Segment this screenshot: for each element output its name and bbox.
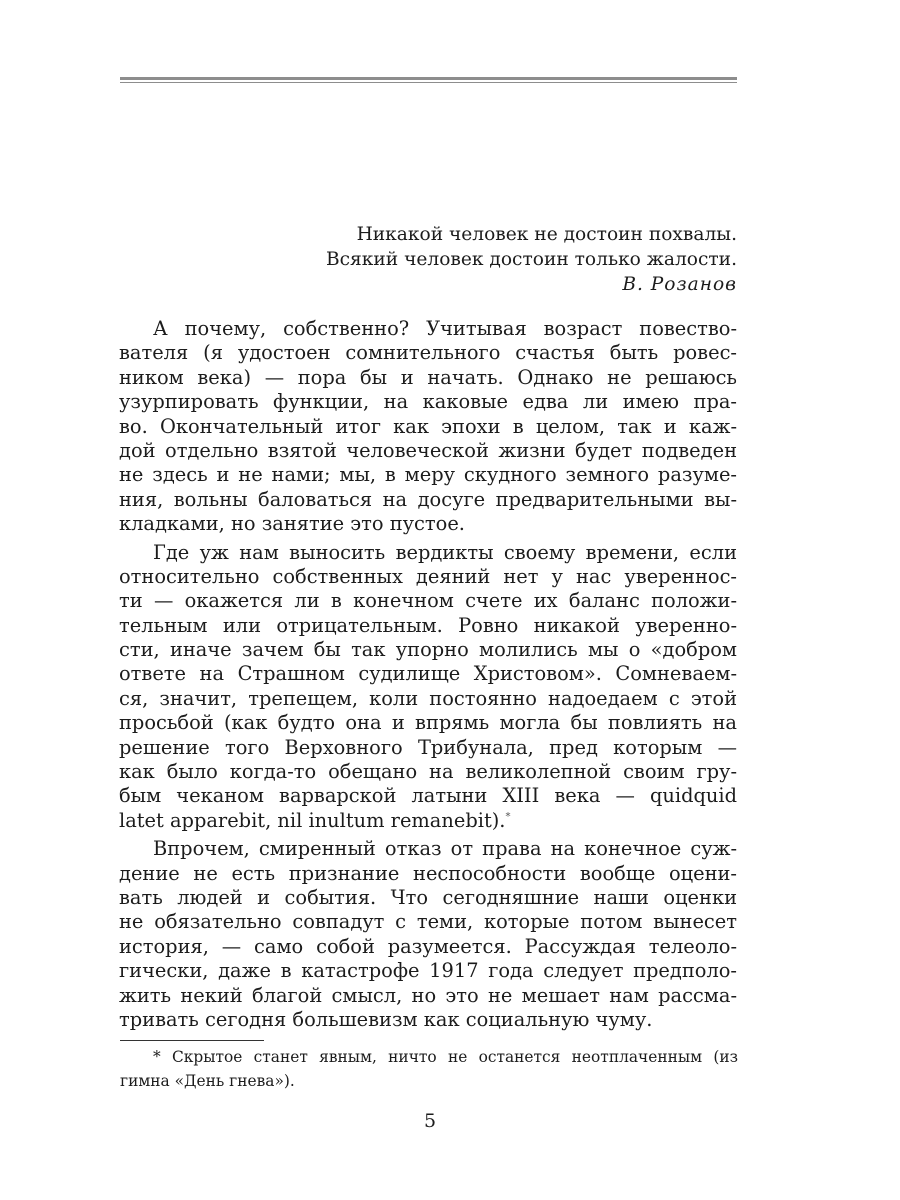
text-line-content: latet apparebit, nil inultum remanebit).: [119, 808, 506, 832]
epigraph-line: Никакой человек не достоин похвалы.: [356, 224, 737, 245]
text-line: история, — само собой разумеется. Рассуждая телеоло-: [119, 934, 737, 958]
text-line: кладками, но занятие это пустое.: [119, 512, 465, 536]
text-line: гически, даже в катастрофе 1917 года следует предполо-: [119, 959, 737, 983]
text-line: не здесь и не нами; мы, в меру скудного земного разуме-: [119, 463, 737, 487]
paragraph-3: [119, 837, 737, 1032]
footnote-line: гимна «День гнева»).: [120, 1072, 295, 1090]
header-rule-thick-line: [120, 77, 737, 80]
footnote-reference-mark[interactable]: *: [505, 811, 511, 823]
text-line: дой отдельно взятой человеческой жизни будет подведен: [119, 438, 737, 462]
text-line: жить некий благой смысл, но это не мешает нам рассма-: [119, 983, 737, 1007]
paragraph-1: [119, 317, 737, 537]
epigraph: [326, 222, 737, 297]
header-rule-thin-line: [120, 82, 737, 83]
text-line: ответе на Страшном судилище Христовом». Сомневаем-: [119, 662, 737, 686]
text-line: тривать сегодня большевизм как социальную чуму.: [119, 1007, 653, 1031]
text-line: не обязательно совпадут с теми, которые потом вынесет: [119, 910, 737, 934]
text-line: как было когда-то обещано на великолепной своим гру-: [119, 760, 737, 784]
text-line: во. Окончательный итог как эпохи в целом, так и каж-: [119, 414, 737, 438]
text-line: просьбой (как будто она и впрямь могла бы повлиять на: [119, 711, 737, 735]
text-line: ся, значит, трепещем, коли постоянно надоедаем с этой: [119, 686, 737, 710]
main-text: [119, 317, 737, 1032]
text-line: относительно собственных деяний нет у нас увереннос-: [119, 564, 737, 588]
text-line: [119, 809, 737, 833]
text-line: вателя (я удостоен сомнительного счастья быть ровес-: [119, 341, 737, 365]
footnote-line: * Скрытое станет явным, ничто не останется неотплаченным (из: [153, 1048, 738, 1066]
page-number: 5: [423, 1110, 437, 1132]
epigraph-line: Всякий человек достоин только жалости.: [325, 249, 737, 270]
text-line: тельным или отрицательным. Ровно никакой уверенно-: [119, 613, 737, 637]
text-line: ником века) — пора бы и начать. Однако не решаюсь: [119, 365, 737, 389]
footnote-divider: [120, 1040, 264, 1041]
text-line: вать людей и события. Что сегодняшние наши оценки: [119, 885, 737, 909]
text-line: ния, вольны баловаться на досуге предварительными вы-: [119, 487, 737, 511]
epigraph-author: В. Розанов: [622, 274, 737, 295]
text-line: узурпировать функции, на каковые едва ли имею пра-: [119, 390, 737, 414]
text-line: ти — окажется ли в конечном счете их баланс положи-: [119, 589, 737, 613]
text-line: бым чеканом варварской латыни XIII века — quidquid: [119, 784, 737, 808]
text-line: дение не есть признание неспособности вообще оцени-: [119, 861, 737, 885]
header-decorative-rule: [120, 77, 737, 84]
text-line: Впрочем, смиренный отказ от права на конечное суж-: [153, 837, 737, 861]
text-line: Где уж нам выносить вердикты своему времени, если: [153, 540, 737, 564]
text-line: решение того Верховного Трибунала, пред которым —: [119, 735, 737, 759]
text-line: сти, иначе зачем бы так упорно молились мы о «добром: [119, 638, 737, 662]
text-line: А почему, собственно? Учитывая возраст повество-: [153, 317, 737, 340]
paragraph-2: [119, 541, 737, 834]
footnote: [120, 1045, 738, 1093]
